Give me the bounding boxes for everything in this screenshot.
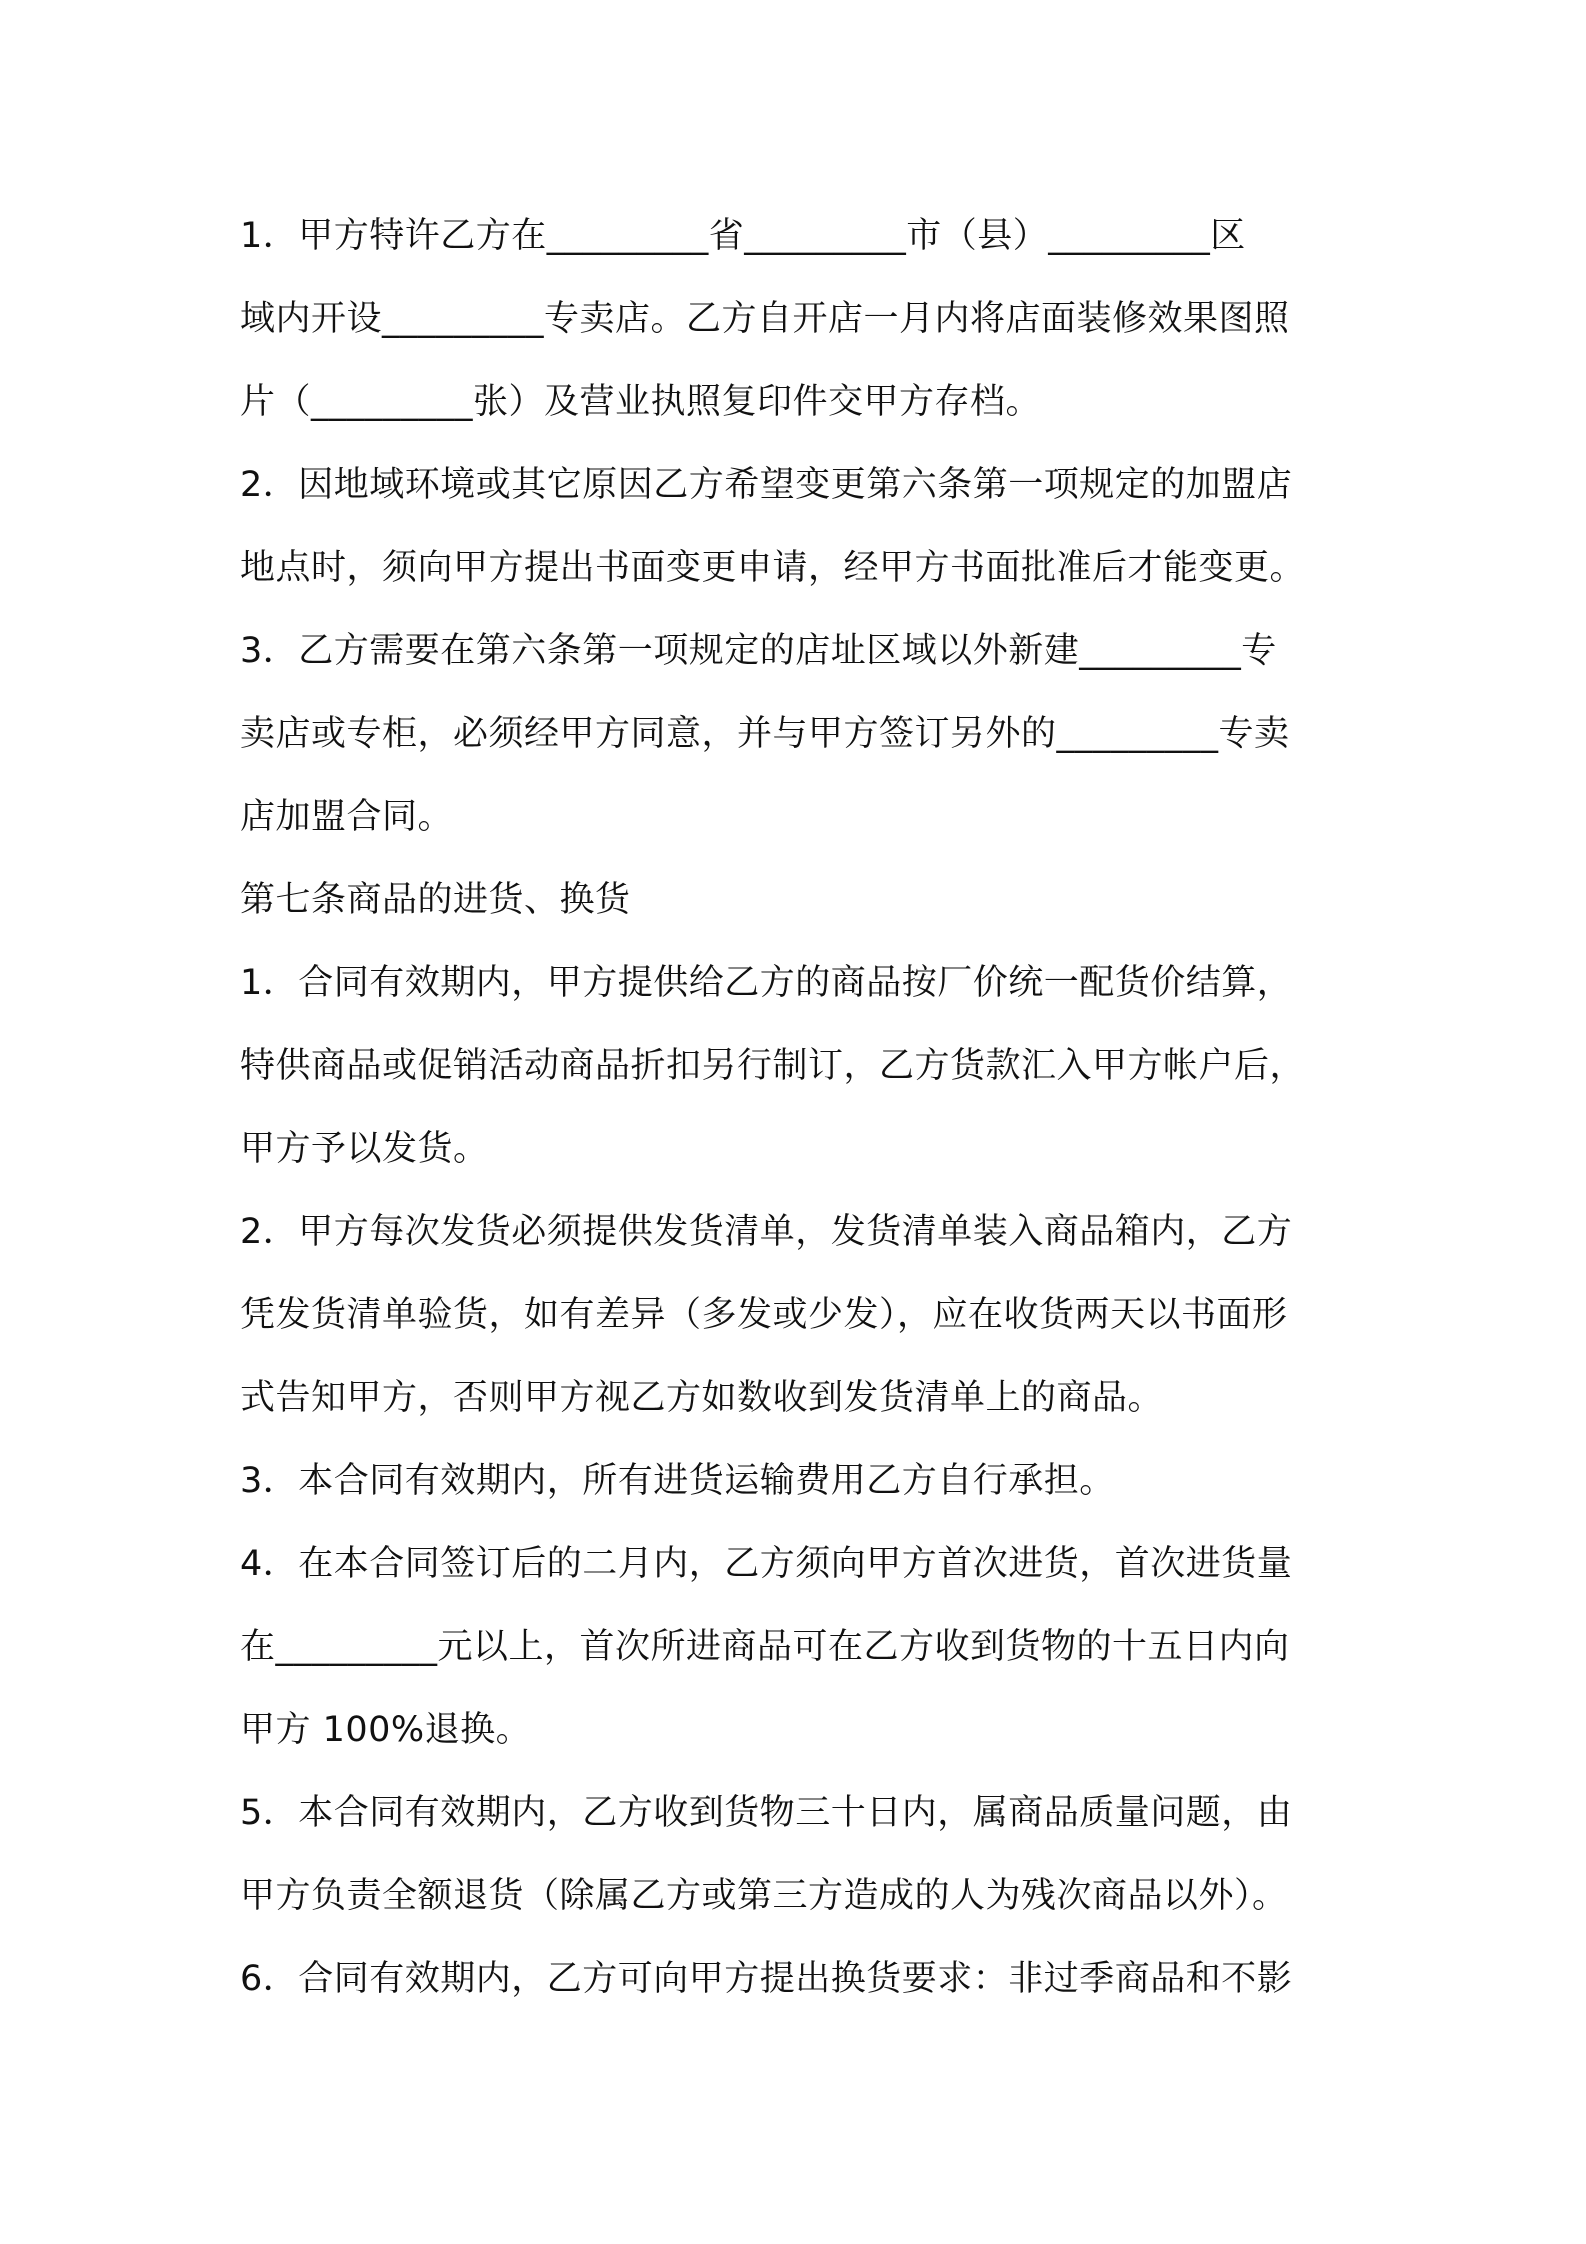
text-line: 1．合同有效期内，甲方提供给乙方的商品按厂价统一配货价结算， [240,963,1293,1003]
text-line: 式告知甲方，否则甲方视乙方如数收到发货清单上的商品。 [240,1378,1164,1418]
text-line: 2．因地域环境或其它原因乙方希望变更第六条第一项规定的加盟店 [240,465,1293,505]
text-line: 1．甲方特许乙方在_________省_________市（县）_________区 [240,216,1246,256]
text-line: 凭发货清单验货，如有差异（多发或少发），应在收货两天以书面形 [240,1295,1288,1335]
text-line: 在_________元以上，首次所进商品可在乙方收到货物的十五日内向 [240,1627,1290,1667]
text-line: 特供商品或促销活动商品折扣另行制订，乙方货款汇入甲方帐户后， [240,1046,1306,1086]
section-heading: 第七条商品的进货、换货 [240,880,631,920]
text-line: 甲方予以发货。 [240,1129,489,1169]
contract-text [240,195,1360,2021]
text-line: 3．本合同有效期内，所有进货运输费用乙方自行承担。 [240,1461,1115,1501]
text-line: 地点时，须向甲方提出书面变更申请，经甲方书面批准后才能变更。 [240,548,1306,588]
text-line: 6．合同有效期内，乙方可向甲方提出换货要求：非过季商品和不影 [240,1959,1293,1999]
text-line: 甲方 100%退换。 [240,1710,532,1750]
text-line: 片（_________张）及营业执照复印件交甲方存档。 [240,382,1042,422]
text-line: 店加盟合同。 [240,797,454,837]
text-line: 卖店或专柜，必须经甲方同意，并与甲方签订另外的_________专卖 [240,714,1290,754]
text-line: 3．乙方需要在第六条第一项规定的店址区域以外新建_________专 [240,631,1277,671]
text-line: 甲方负责全额退货（除属乙方或第三方造成的人为残次商品以外）。 [240,1876,1288,1916]
text-line: 2．甲方每次发货必须提供发货清单，发货清单装入商品箱内，乙方 [240,1212,1293,1252]
text-line: 域内开设_________专卖店。乙方自开店一月内将店面装修效果图照 [240,299,1290,339]
text-line: 4．在本合同签订后的二月内，乙方须向甲方首次进货，首次进货量 [240,1544,1293,1584]
text-line: 5．本合同有效期内，乙方收到货物三十日内，属商品质量问题，由 [240,1793,1293,1833]
